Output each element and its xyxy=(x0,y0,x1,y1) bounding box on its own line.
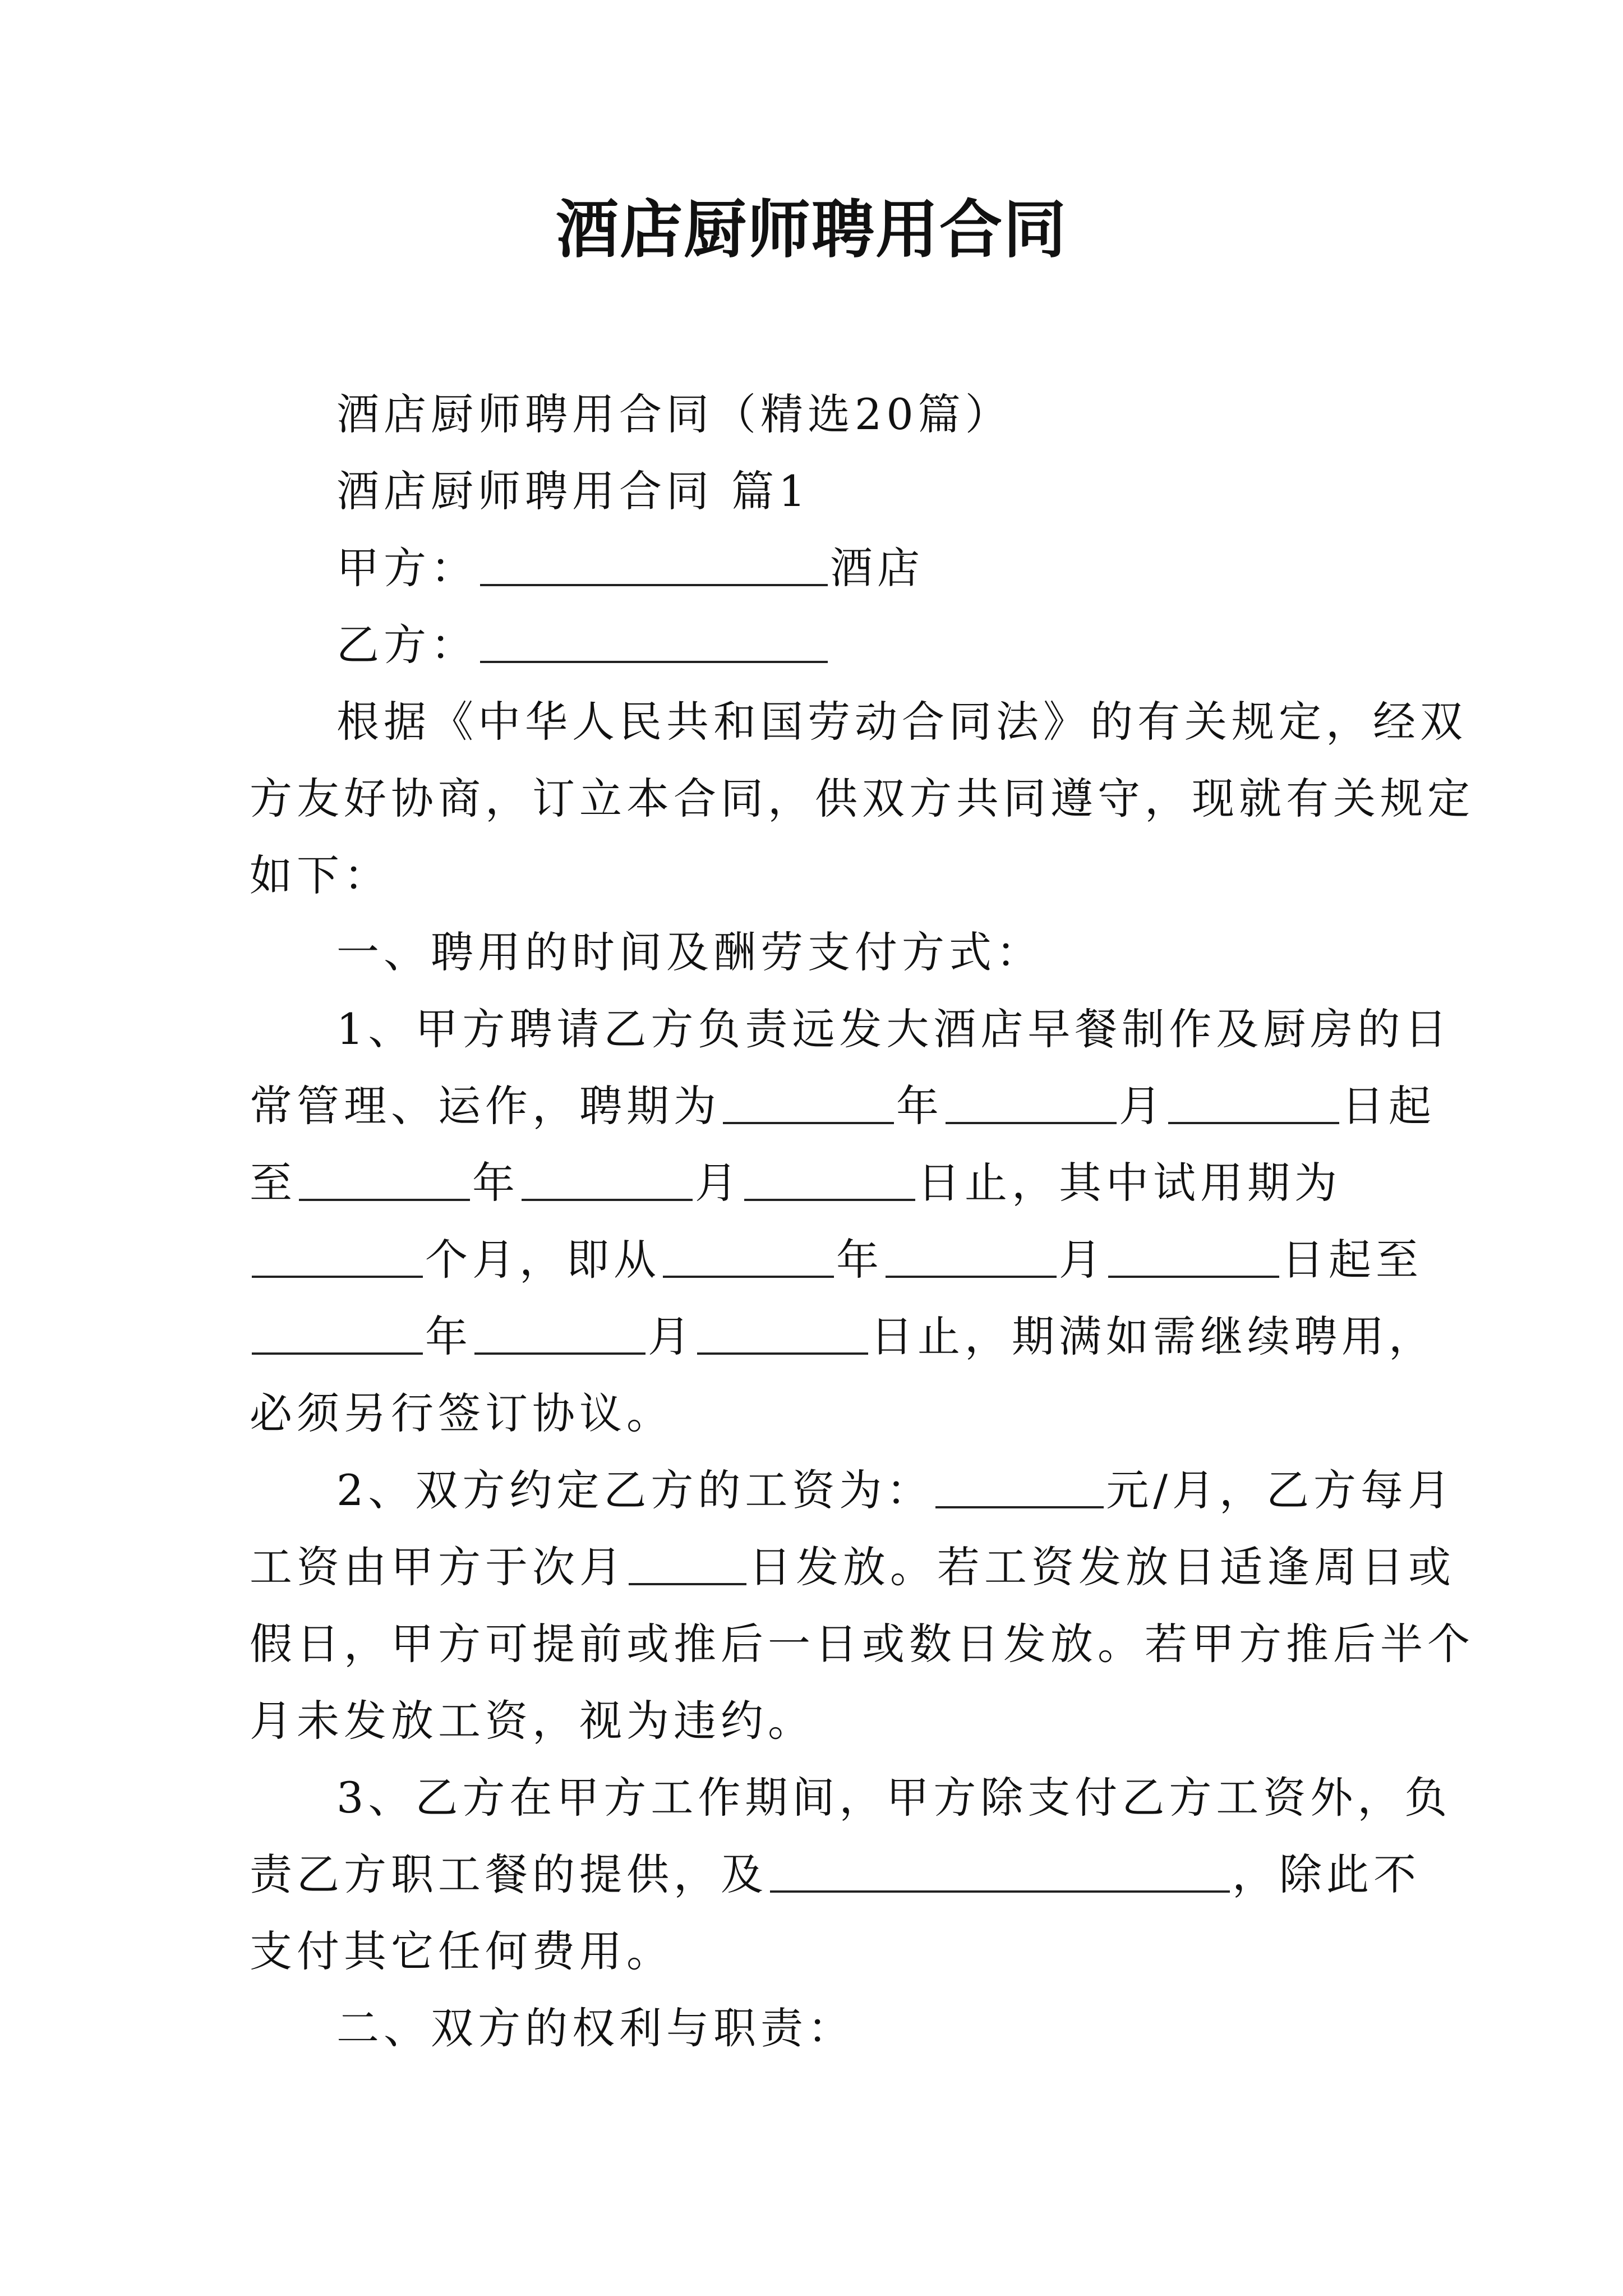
fill-blank xyxy=(629,1546,746,1585)
text: 日起 xyxy=(1341,1081,1436,1131)
paragraph-line xyxy=(250,760,1474,837)
text: 根据《中华人民共和国劳动合同法》的有关规定，经双 xyxy=(336,697,1467,747)
paragraph-line xyxy=(250,683,1467,760)
text: 1、甲方聘请乙方负责远发大酒店早餐制作及厨房的日 xyxy=(336,1004,1452,1054)
text: 假日，甲方可提前或推后一日或数日发放。若甲方推后半个 xyxy=(250,1619,1474,1669)
fill-blank xyxy=(1168,1085,1339,1124)
fill-blank xyxy=(480,624,828,663)
paragraph-line xyxy=(250,1990,1405,2067)
paragraph-line xyxy=(250,914,1405,991)
fill-blank xyxy=(744,1162,915,1201)
text: 常管理、运作，聘期为 xyxy=(250,1081,721,1131)
text: 工资由甲方于次月 xyxy=(250,1542,626,1592)
text: 酒店 xyxy=(830,543,924,593)
text: 3、乙方在甲方工作期间，甲方除支付乙方工资外，负 xyxy=(336,1773,1452,1823)
fill-blank xyxy=(663,1239,834,1278)
text: 月 xyxy=(695,1158,742,1208)
paragraph-line xyxy=(250,1221,1423,1298)
paragraph-line xyxy=(250,376,1405,453)
paragraph-line xyxy=(250,1836,1421,1913)
document-title: 酒店厨师聘用合同 xyxy=(556,193,1067,266)
text: 年 xyxy=(472,1158,519,1208)
text: 责乙方职工餐的提供，及 xyxy=(250,1849,768,1899)
fill-blank xyxy=(935,1469,1104,1508)
fill-blank xyxy=(697,1315,868,1355)
fill-blank xyxy=(946,1085,1117,1124)
text: 乙方： xyxy=(336,620,478,670)
paragraph-line xyxy=(250,1452,1455,1529)
paragraph-line xyxy=(250,1759,1452,1836)
text: 方友好协商，订立本合同，供双方共同遵守，现就有关规定 xyxy=(250,774,1474,823)
paragraph-line xyxy=(250,991,1452,1068)
text: 年 xyxy=(896,1081,943,1131)
text: 甲方： xyxy=(336,543,478,593)
paragraph-line xyxy=(250,1605,1474,1682)
paragraph-line xyxy=(250,1375,1405,1452)
fill-blank xyxy=(770,1853,1230,1893)
paragraph-line xyxy=(250,1682,1405,1759)
paragraph-line xyxy=(250,453,1405,530)
fill-blank xyxy=(299,1162,470,1201)
text: 酒店厨师聘用合同 篇1 xyxy=(336,466,810,516)
fill-blank xyxy=(1108,1239,1279,1278)
fill-blank xyxy=(522,1162,693,1201)
text: 月 xyxy=(648,1312,695,1361)
document-body xyxy=(250,376,1474,2067)
text: 二、双方的权利与职责： xyxy=(336,2003,855,2053)
text: 一、聘用的时间及酬劳支付方式： xyxy=(336,927,1043,977)
text: 年 xyxy=(425,1312,472,1361)
text: 如下： xyxy=(250,850,391,900)
fill-blank xyxy=(886,1239,1057,1278)
paragraph-line xyxy=(250,1913,1405,1990)
text: 必须另行签订协议。 xyxy=(250,1388,674,1438)
text: 月 xyxy=(1119,1081,1166,1131)
paragraph-line xyxy=(250,1068,1436,1144)
text: 酒店厨师聘用合同（精选20篇） xyxy=(336,389,1012,439)
text: 日止，其中试用期为 xyxy=(917,1158,1341,1208)
text: 支付其它任何费用。 xyxy=(250,1926,674,1976)
text: 日起至 xyxy=(1281,1235,1423,1285)
text: 2、双方约定乙方的工资为： xyxy=(336,1465,934,1515)
text: 元/月，乙方每月 xyxy=(1106,1465,1455,1515)
text: 至 xyxy=(250,1158,297,1208)
text: 月 xyxy=(1059,1235,1106,1285)
fill-blank xyxy=(474,1315,645,1355)
paragraph-line xyxy=(250,530,1405,606)
text: 日止，期满如需继续聘用， xyxy=(870,1312,1436,1361)
fill-blank xyxy=(252,1239,423,1278)
text: 个月，即从 xyxy=(425,1235,661,1285)
paragraph-line xyxy=(250,1529,1455,1605)
fill-blank xyxy=(252,1315,423,1355)
paragraph-line xyxy=(250,1298,1436,1375)
fill-blank xyxy=(480,547,828,586)
text: ，除此不 xyxy=(1232,1849,1421,1899)
paragraph-line xyxy=(250,1144,1405,1221)
text: 日发放。若工资发放日适逢周日或 xyxy=(749,1542,1455,1592)
paragraph-line xyxy=(250,606,1405,683)
text: 年 xyxy=(836,1235,883,1285)
paragraph-line xyxy=(250,837,1405,914)
fill-blank xyxy=(723,1085,894,1124)
text: 月未发放工资，视为违约。 xyxy=(250,1696,815,1746)
